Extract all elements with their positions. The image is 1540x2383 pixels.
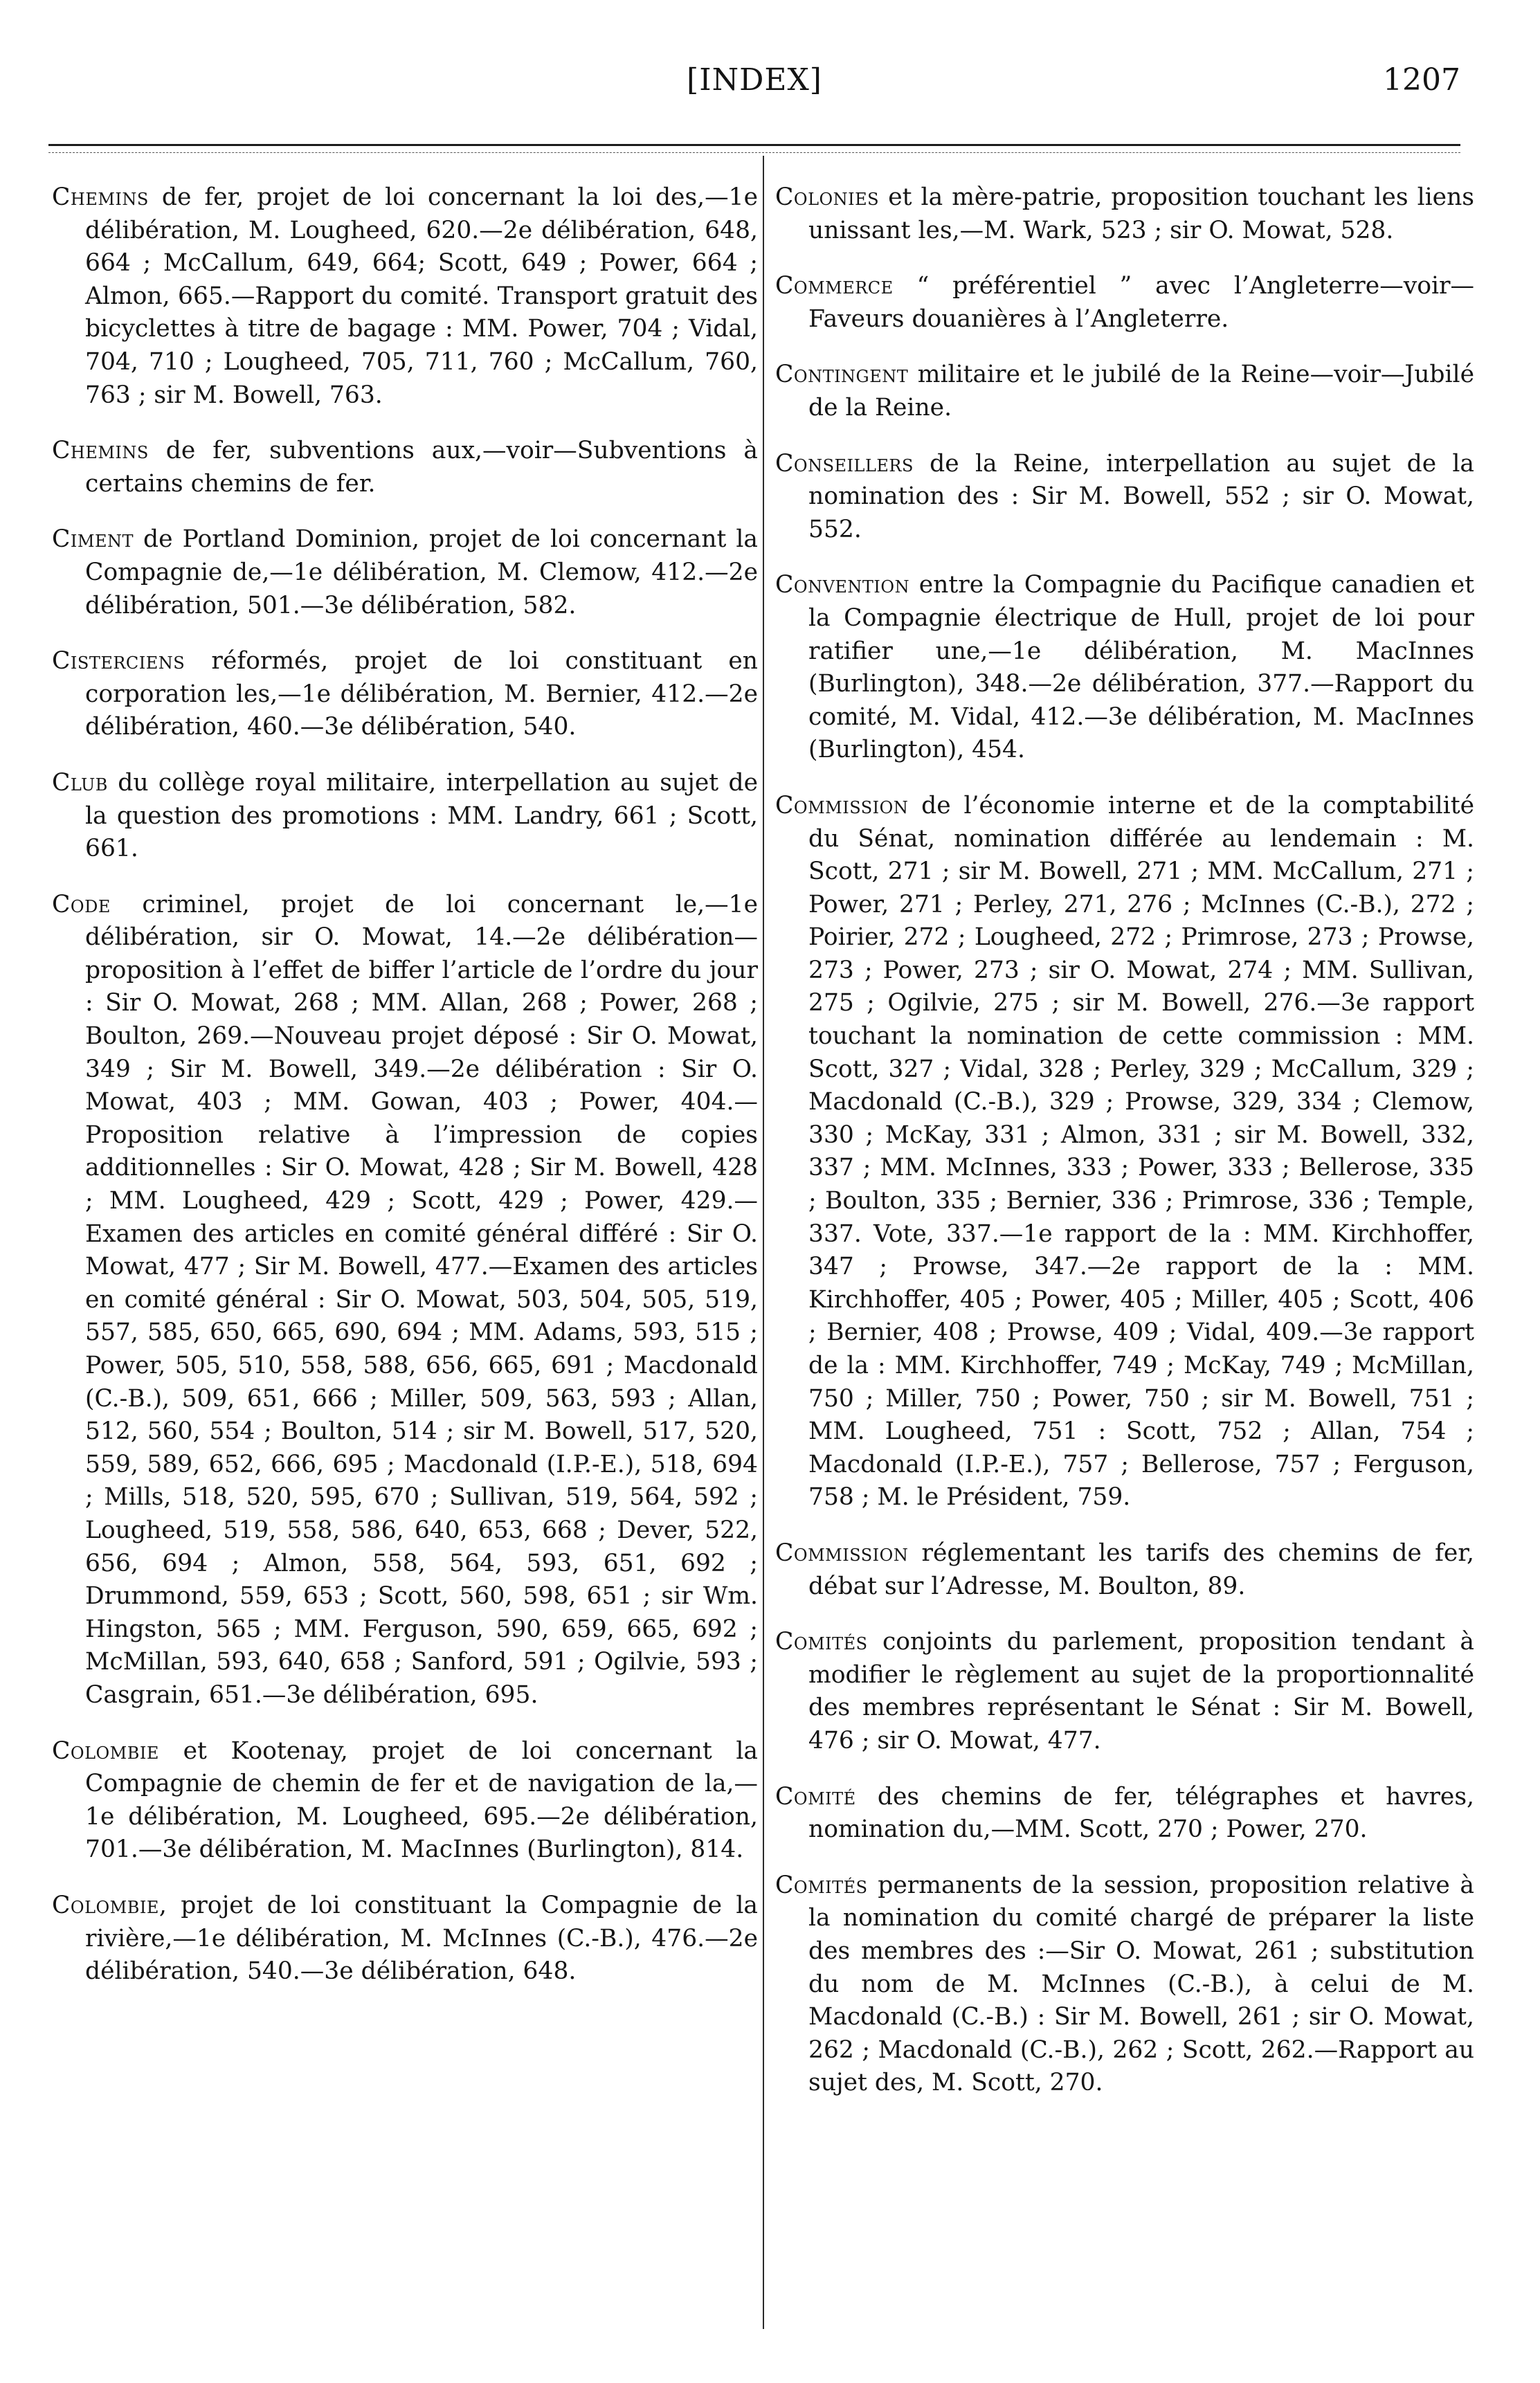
index-entry bbox=[775, 790, 1474, 1514]
entry-text: conjoints du parlement, proposition tendant à modifier le règlement au sujet de la proportionnalité des membres représentant le Sénat : Sir M. Bowell, 476 ; sir O. Mowat, 477. bbox=[808, 1628, 1474, 1755]
entry-heading: Club bbox=[52, 768, 108, 797]
index-entry bbox=[52, 1735, 758, 1867]
header-rule bbox=[48, 144, 1460, 146]
entry-text: réformés, projet de loi constituant en corporation les,—1e délibération, M. Bernier, 412.—2e délibération, 460.—3e délibération, 540. bbox=[85, 647, 758, 741]
index-entry bbox=[775, 448, 1474, 547]
entry-text: et Kootenay, projet de loi concernant la Compagnie de chemin de fer et de navigation de la,—1e délibération, M. Lougheed, 695.—2e délibération, 701.—3e délibération, M. MacInnes (Burlington), 814. bbox=[85, 1737, 758, 1864]
entry-heading: Comités bbox=[775, 1871, 868, 1899]
header-rule-dashed bbox=[48, 152, 1460, 153]
entry-heading: Cisterciens bbox=[52, 647, 185, 676]
entry-heading: Convention bbox=[775, 571, 910, 599]
entry-text: de fer, projet de loi concernant la loi des,—1e délibération, M. Lougheed, 620.—2e délibération, 648, 664 ; McCallum, 649, 664; Scott, 649 ; Power, 664 ; Almon, 665.—Rapport du comité. Transport gratuit des bicyclettes à titre de bagage : MM. Power, 704 ; Vidal, 704, 710 ; Lougheed, 705, 711, 760 ; McCallum, 760, 763 ; sir M. Bowell, 763. bbox=[85, 183, 758, 409]
entry-heading: Comité bbox=[775, 1782, 856, 1811]
entry-heading: Ciment bbox=[52, 525, 134, 554]
index-entry bbox=[52, 889, 758, 1712]
entry-heading: Chemins bbox=[52, 437, 149, 465]
index-entry bbox=[775, 359, 1474, 424]
entry-text: de Portland Dominion, projet de loi concernant la Compagnie de,—1e délibération, M. Clemow, 412.—2e délibération, 501.—3e délibération, 582. bbox=[85, 525, 758, 619]
index-entry bbox=[775, 1869, 1474, 2100]
entry-text: des chemins de fer, télégraphes et havres, nomination du,—MM. Scott, 270 ; Power, 270. bbox=[808, 1782, 1474, 1844]
entry-text: entre la Compagnie du Pacifique canadien et la Compagnie électrique de Hull, projet de loi pour ratifier une,—1e délibération, M. MacInnes (Burlington), 348.—2e délibération, 377.—Rapport du comité, M. Vidal, 412.—3e délibération, M. MacInnes (Burlington), 454. bbox=[808, 571, 1474, 764]
index-entry bbox=[52, 523, 758, 622]
index-entry bbox=[775, 1626, 1474, 1757]
index-entry bbox=[52, 645, 758, 744]
right-column bbox=[775, 181, 1474, 2123]
page-number: 1207 bbox=[1383, 62, 1460, 98]
entry-heading: Conseillers bbox=[775, 449, 914, 478]
entry-text: criminel, projet de loi concernant le,—1e délibération, sir O. Mowat, 14.—2e délibération—proposition à l’effet de biffer l’article de l’ordre du jour : Sir O. Mowat, 268 ; MM. Allan, 268 ; Power, 268 ; Boulton, 269.—Nouveau projet déposé : Sir O. Mowat, 349 ; Sir M. Bowell, 349.—2e délibération : Sir O. Mowat, 403 ; MM. Gowan, 403 ; Power, 404.—Proposition relative à l’impression de copies additionnelles : Sir O. Mowat, 428 ; Sir M. Bowell, 428 ; MM. Lougheed, 429 ; Scott, 429 ; Power, 429.—Examen des articles en comité général différé : Sir O. Mowat, 477 ; Sir M. Bowell, 477.—Examen des articles en comité général : Sir O. Mowat, 503, 504, 505, 519, 557, 585, 650, 665, 690, 694 ; MM. Adams, 593, 515 ; Power, 505, 510, 558, 588, 656, 665, 691 ; Macdonald (C.-B.), 509, 651, 666 ; Miller, 509, 563, 593 ; Allan, 512, 560, 554 ; Boulton, 514 ; sir M. Bowell, 517, 520, 559, 589, 652, 666, 695 ; Macdonald (I.P.-E.), 518, 694 ; Mills, 518, 520, 595, 670 ; Sullivan, 519, 564, 592 ; Lougheed, 519, 558, 586, 640, 653, 668 ; Dever, 522, 656, 694 ; Almon, 558, 564, 593, 651, 692 ; Drummond, 559, 653 ; Scott, 560, 598, 651 ; sir Wm. Hingston, 565 ; MM. Ferguson, 590, 659, 665, 692 ; McMillan, 593, 640, 658 ; Sanford, 591 ; Ogilvie, 593 ; Casgrain, 651.—3e délibération, 695. bbox=[85, 890, 758, 1709]
index-entry bbox=[775, 1781, 1474, 1847]
index-entry bbox=[52, 767, 758, 866]
entry-heading: Contingent bbox=[775, 361, 909, 389]
entry-heading: Commission bbox=[775, 1539, 909, 1567]
entry-text: de fer, subventions aux,—voir—Subventions à certains chemins de fer. bbox=[85, 437, 758, 498]
entry-text: et la mère-patrie, proposition touchant les liens unissant les,—M. Wark, 523 ; sir O. Mowat, 528. bbox=[808, 183, 1474, 244]
entry-heading: Code bbox=[52, 890, 111, 918]
entry-text: permanents de la session, proposition relative à la nomination du comité chargé de préparer la liste des membres des :—Sir O. Mowat, 261 ; substitution du nom de M. McInnes (C.-B.), à celui de M. Macdonald (C.-B.) : Sir M. Bowell, 261 ; sir O. Mowat, 262 ; Macdonald (C.-B.), 262 ; Scott, 262.—Rapport au sujet des, M. Scott, 270. bbox=[808, 1871, 1474, 2097]
entry-text: militaire et le jubilé de la Reine—voir—Jubilé de la Reine. bbox=[808, 361, 1474, 422]
entry-heading: Colombie bbox=[52, 1737, 159, 1765]
index-entry bbox=[52, 1890, 758, 1988]
index-entry bbox=[775, 1537, 1474, 1603]
entry-heading: Commission bbox=[775, 791, 909, 819]
entry-text: de l’économie interne et de la comptabilité du Sénat, nomination différée au lendemain : M. Scott, 271 ; sir M. Bowell, 271 ; MM. McCallum, 271 ; Power, 271 ; Perley, 271, 276 ; McInnes (C.-B.), 272 ; Poirier, 272 ; Lougheed, 272 ; Primrose, 273 ; Prowse, 273 ; Power, 273 ; sir O. Mowat, 274 ; MM. Sullivan, 275 ; Ogilvie, 275 ; sir M. Bowell, 276.—3e rapport touchant la nomination de cette commission : MM. Scott, 327 ; Vidal, 328 ; Perley, 329 ; McCallum, 329 ; Macdonald (C.-B.), 329 ; Prowse, 329, 334 ; Clemow, 330 ; McKay, 331 ; Almon, 331 ; sir M. Bowell, 332, 337 ; MM. McInnes, 333 ; Power, 333 ; Bellerose, 335 ; Boulton, 335 ; Bernier, 336 ; Primrose, 336 ; Temple, 337. Vote, 337.—1e rapport de la : MM. Kirchhoffer, 347 ; Prowse, 347.—2e rapport de la : MM. Kirchhoffer, 405 ; Power, 405 ; Miller, 405 ; Scott, 406 ; Bernier, 408 ; Prowse, 409 ; Vidal, 409.—3e rapport de la : MM. Kirchhoffer, 749 ; McKay, 749 ; McMillan, 750 ; Miller, 750 ; Power, 750 ; sir M. Bowell, 751 ; MM. Lougheed, 751 : Scott, 752 ; Allan, 754 ; Macdonald (I.P.-E.), 757 ; Bellerose, 757 ; Ferguson, 758 ; M. le Président, 759. bbox=[808, 791, 1474, 1512]
entry-text: réglementant les tarifs des chemins de fer, débat sur l’Adresse, M. Boulton, 89. bbox=[808, 1539, 1474, 1600]
index-entry bbox=[52, 435, 758, 500]
index-entry bbox=[775, 270, 1474, 336]
entry-text: de la Reine, interpellation au sujet de la nomination des : Sir M. Bowell, 552 ; sir O. Mowat, 552. bbox=[808, 449, 1474, 543]
index-entry bbox=[775, 181, 1474, 247]
column-divider bbox=[763, 156, 764, 2329]
index-entry bbox=[775, 569, 1474, 767]
entry-heading: Colombie bbox=[52, 1891, 159, 1919]
index-entry bbox=[52, 181, 758, 412]
entry-heading: Comités bbox=[775, 1628, 868, 1656]
entry-heading: Chemins bbox=[52, 183, 149, 211]
page-header bbox=[48, 55, 1460, 118]
entry-text: du collège royal militaire, interpellation au sujet de la question des promotions : MM. Landry, 661 ; Scott, 661. bbox=[85, 768, 758, 863]
entry-text: “ préférentiel ” avec l’Angleterre—voir—Faveurs douanières à l’Angleterre. bbox=[808, 272, 1474, 333]
page-title: [INDEX] bbox=[687, 62, 822, 98]
entry-heading: Commerce bbox=[775, 272, 894, 300]
entry-heading: Colonies bbox=[775, 183, 880, 211]
left-column bbox=[52, 181, 758, 2011]
entry-text: , projet de loi constituant la Compagnie de la rivière,—1e délibération, M. McInnes (C.-B.), 476.—2e délibération, 540.—3e délibération, 648. bbox=[85, 1891, 758, 1986]
